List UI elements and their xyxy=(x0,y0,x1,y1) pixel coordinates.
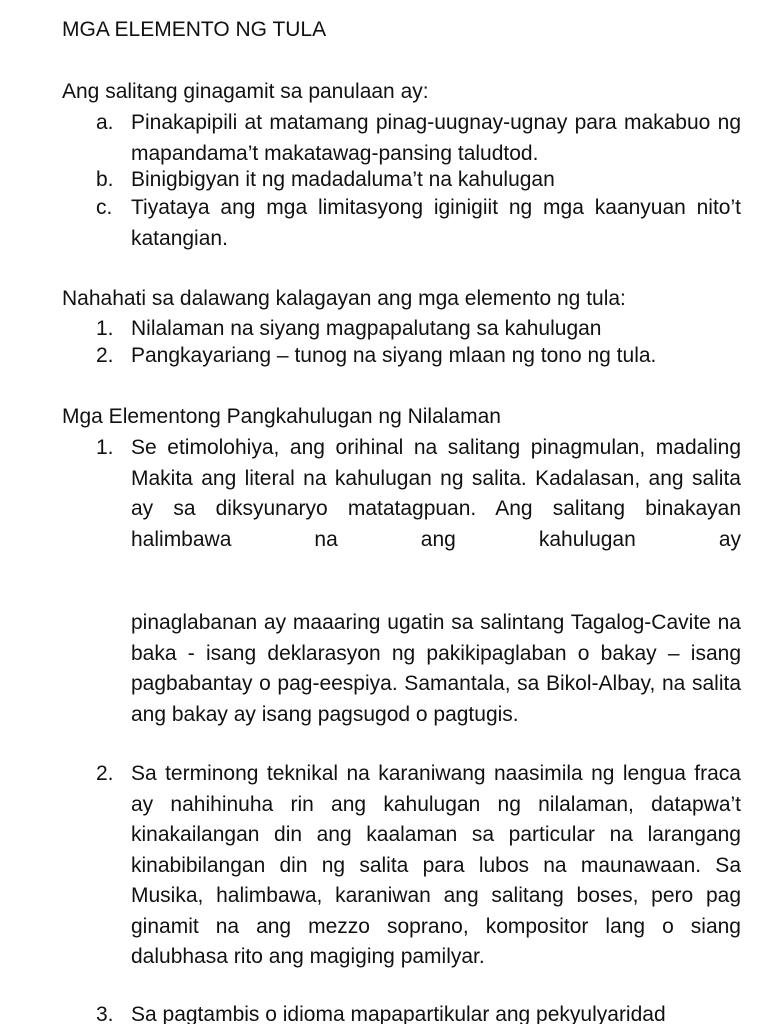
list-marker: 2. xyxy=(96,344,114,367)
list-marker: b. xyxy=(96,168,114,191)
list-item-text: Se etimolohiya, ang orihinal na salitang pinagmulan, madaling Makita ang literal na kahulugan ng salita. Kadalasan, ang salita ay sa diksyunaryo matatagpuan. Ang salitang binakayan halimbawa na ang kahulugan ay xyxy=(131,436,741,551)
list-item-text: Tiyataya ang mga limitasyong iginigiit ng mga kaanyuan nito’t katangian. xyxy=(131,196,741,250)
list-item-text: Sa pagtambis o idioma mapapartikular ang pekyulyaridad xyxy=(131,1003,666,1024)
list-marker: a. xyxy=(96,111,114,134)
section1-intro: Ang salitang ginagamit sa panulaan ay: xyxy=(62,80,429,103)
list-item-text: Pangkayariang – tunog na siyang mlaan ng tono ng tula. xyxy=(131,344,657,367)
list-marker: 1. xyxy=(96,436,114,459)
section2-intro: Nahahati sa dalawang kalagayan ang mga elemento ng tula: xyxy=(62,287,626,310)
list-marker: 1. xyxy=(96,317,114,340)
list-marker: 3. xyxy=(96,1003,114,1024)
list-item-text: Pinakapipili at matamang pinag-uugnay-ugnay para makabuo ng mapandama’t makatawag-pansing taludtod. xyxy=(131,111,741,165)
section3-intro: Mga Elementong Pangkahulugan ng Nilalaman xyxy=(62,405,501,428)
list-item-continuation: pinaglabanan ay maaaring ugatin sa salintang Tagalog-Cavite na baka - isang deklarasyon ng pakikipaglaban o bakay – isang pagbabantay o pag-eespiya. Samantala, sa Bikol-Albay, na salita ang bakay ay isang pagsugod o pagtugis. xyxy=(131,611,741,726)
list-item-text: Binigbigyan it ng madadaluma’t na kahulugan xyxy=(131,168,555,191)
list-item-text: Nilalaman na siyang magpapalutang sa kahulugan xyxy=(131,317,602,340)
list-item-text: Sa terminong teknikal na karaniwang naasimila ng lengua fraca ay nahihinuha rin ang kahulugan ng nilalaman, datapwa’t kinakailangan din ang kaalaman sa particular na larangang kinabibilangan din ng salita para lubos na maunawaan. Sa Musika, halimbawa, karaniwan ang salitang boses, pero pag ginamit na ang mezzo soprano, kompositor lang o siang dalubhasa rito ang magiging pamilyar. xyxy=(131,762,741,968)
list-marker: c. xyxy=(96,196,113,219)
list-marker: 2. xyxy=(96,762,114,785)
document-title: MGA ELEMENTO NG TULA xyxy=(62,18,327,41)
